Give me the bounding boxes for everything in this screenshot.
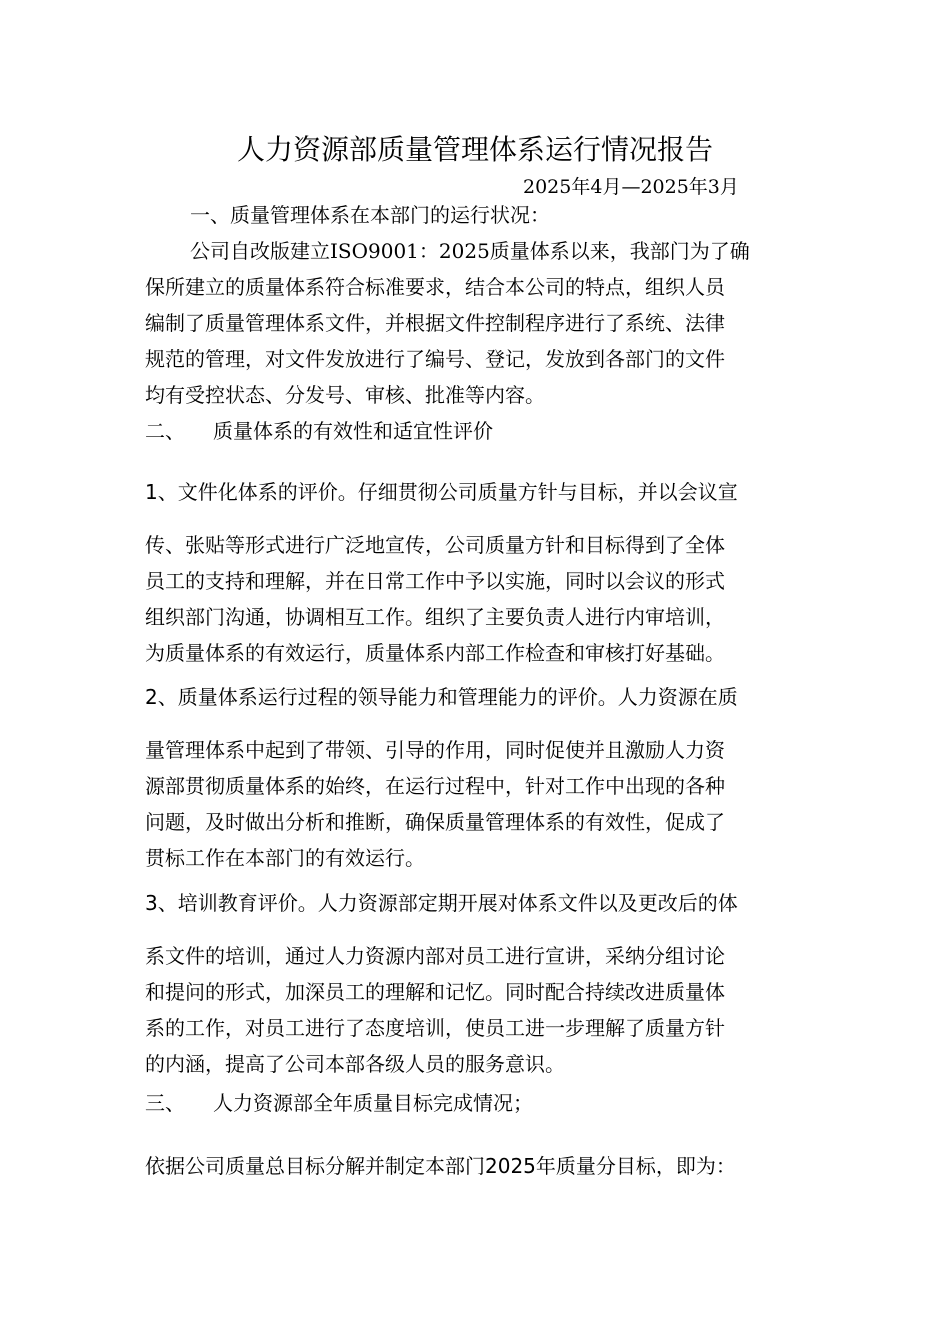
paragraph-line: 传、张贴等形式进行广泛地宣传，公司质量方针和目标得到了全体 (145, 533, 725, 557)
section3-first-line: 依据公司质量总目标分解并制定本部门2025年质量分目标，即为： (145, 1154, 736, 1178)
paragraph-line: 和提问的形式，加深员工的理解和记忆。同时配合持续改进质量体 (145, 980, 725, 1004)
section2-heading-row (145, 413, 493, 449)
paragraph-line: 系的工作，对员工进行了态度培训，使员工进一步理解了质量方针 (145, 1016, 725, 1040)
section3-heading: 人力资源部全年质量目标完成情况； (213, 1091, 533, 1115)
item1-first-line: 1、文件化体系的评价。仔细贯彻公司质量方针与目标，并以会议宣 (145, 480, 738, 504)
paragraph-line: 员工的支持和理解，并在日常工作中予以实施，同时以会议的形式 (145, 569, 725, 593)
paragraph-line: 贯标工作在本部门的有效运行。 (145, 846, 425, 870)
section3-number: 三、 (145, 1091, 185, 1115)
document-title: 人力资源部质量管理体系运行情况报告 (236, 133, 713, 166)
section1-heading: 一、质量管理体系在本部门的运行状况： (190, 203, 550, 227)
report-period: 2025年4月—2025年3月 (523, 176, 739, 198)
item2-first-line: 2、质量体系运行过程的领导能力和管理能力的评价。人力资源在质 (145, 685, 738, 709)
paragraph-line: 规范的管理，对文件发放进行了编号、登记，发放到各部门的文件 (145, 347, 725, 371)
paragraph-line: 系文件的培训，通过人力资源内部对员工进行宣讲，采纳分组讨论 (145, 944, 725, 968)
paragraph-line: 问题，及时做出分析和推断，确保质量管理体系的有效性，促成了 (145, 810, 725, 834)
paragraph-line: 公司自改版建立ISO9001：2025质量体系以来，我部门为了确 (190, 239, 750, 263)
paragraph-line: 的内涵，提高了公司本部各级人员的服务意识。 (145, 1052, 565, 1076)
paragraph-line: 均有受控状态、分发号、审核、批准等内容。 (145, 383, 545, 407)
item3-first-line: 3、培训教育评价。人力资源部定期开展对体系文件以及更改后的体 (145, 891, 738, 915)
paragraph-line: 编制了质量管理体系文件，并根据文件控制程序进行了系统、法律 (145, 311, 725, 335)
section2-heading: 质量体系的有效性和适宜性评价 (213, 419, 493, 443)
paragraph-line: 为质量体系的有效运行，质量体系内部工作检查和审核打好基础。 (145, 641, 725, 665)
paragraph-line: 源部贯彻质量体系的始终，在运行过程中，针对工作中出现的各种 (145, 774, 725, 798)
section3-heading-row (145, 1085, 533, 1121)
paragraph-line: 量管理体系中起到了带领、引导的作用，同时促使并且激励人力资 (145, 738, 725, 762)
paragraph-line: 组织部门沟通，协调相互工作。组织了主要负责人进行内审培训， (145, 605, 725, 629)
paragraph-line: 保所建立的质量体系符合标准要求，结合本公司的特点，组织人员 (145, 275, 725, 299)
section2-number: 二、 (145, 419, 185, 443)
